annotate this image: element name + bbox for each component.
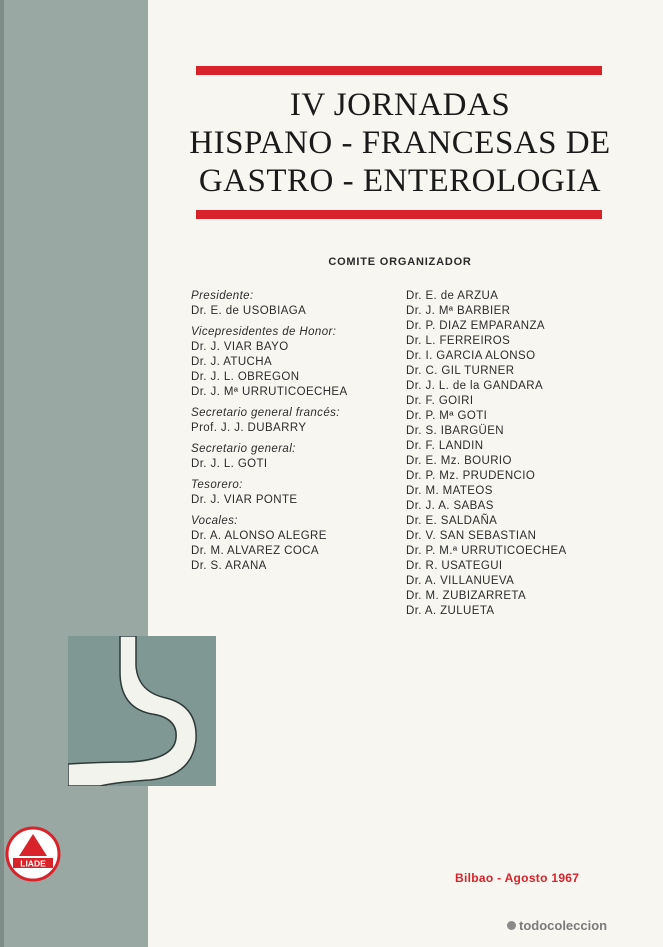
member-name: Prof. J. J. DUBARRY (191, 422, 307, 434)
member-name: Dr. A. ZULUETA (406, 605, 495, 617)
member-name: Dr. L. FERREIROS (406, 335, 511, 347)
member-name: Dr. S. IBARGÜEN (406, 425, 505, 437)
role-label: Secretario general: (191, 443, 296, 455)
liade-logo-icon (5, 826, 61, 882)
member-name: Dr. R. USATEGUI (406, 560, 503, 572)
member-name: Dr. A. VILLANUEVA (406, 575, 515, 587)
stomach-logo-icon (68, 636, 216, 786)
member-name: Dr. J. VIAR PONTE (191, 494, 298, 506)
watermark-dot-icon (507, 921, 516, 930)
member-name: Dr. P. Mª GOTI (406, 410, 488, 422)
title-line-1: IV JORNADAS (289, 87, 511, 123)
watermark-text: todocoleccion (519, 918, 608, 933)
role-label: Vocales: (191, 515, 238, 527)
member-name: Dr. J. ATUCHA (191, 356, 273, 368)
page-edge (0, 0, 4, 947)
member-name: Dr. J. Mª BARBIER (406, 305, 511, 317)
member-name: Dr. F. GOIRI (406, 395, 474, 407)
member-name: Dr. A. ALONSO ALEGRE (191, 530, 327, 542)
bottom-red-rule (196, 210, 602, 219)
member-name: Dr. J. L. GOTI (191, 458, 268, 470)
liade-logo-text: LIADE (20, 858, 46, 869)
member-name: Dr. V. SAN SEBASTIAN (406, 530, 537, 542)
member-name: Dr. C. GIL TURNER (406, 365, 515, 377)
committee-heading: COMITE ORGANIZADOR (328, 256, 472, 268)
member-name: Dr. I. GARCIA ALONSO (406, 350, 536, 362)
member-name: Dr. J. VIAR BAYO (191, 341, 289, 353)
role-label: Tesorero: (191, 479, 243, 491)
title-line-2: HISPANO - FRANCESAS DE (189, 125, 611, 161)
member-name: Dr. S. ARANA (191, 560, 267, 572)
member-name: Dr. J. L. de la GANDARA (406, 380, 544, 392)
member-name: Dr. J. Mª URRUTICOECHEA (191, 386, 348, 398)
member-name: Dr. P. DIAZ EMPARANZA (406, 320, 545, 332)
role-label: Presidente: (191, 290, 254, 302)
member-name: Dr. M. ALVAREZ COCA (191, 545, 319, 557)
role-label: Vicepresidentes de Honor: (191, 326, 337, 338)
page-title (160, 86, 640, 200)
member-name: Dr. F. LANDIN (406, 440, 484, 452)
place-and-date: Bilbao - Agosto 1967 (455, 871, 580, 885)
role-label: Secretario general francés: (191, 407, 340, 419)
member-name: Dr. P. M.ª URRUTICOECHEA (406, 545, 567, 557)
member-name: Dr. E. Mz. BOURIO (406, 455, 512, 467)
member-name: Dr. M. ZUBIZARRETA (406, 590, 527, 602)
right-committee-column (406, 289, 636, 619)
top-red-rule (196, 66, 602, 75)
member-name: Dr. E. de ARZUA (406, 290, 499, 302)
member-name: Dr. P. Mz. PRUDENCIO (406, 470, 536, 482)
left-committee-column (191, 289, 401, 574)
member-name: Dr. E. de USOBIAGA (191, 305, 307, 317)
watermark (507, 918, 607, 933)
gray-sidebar (0, 0, 148, 947)
member-name: Dr. J. A. SABAS (406, 500, 494, 512)
title-line-3: GASTRO - ENTEROLOGIA (198, 163, 602, 199)
member-name: Dr. E. SALDAÑA (406, 515, 498, 527)
member-name: Dr. J. L. OBREGON (191, 371, 300, 383)
member-name: Dr. M. MATEOS (406, 485, 493, 497)
